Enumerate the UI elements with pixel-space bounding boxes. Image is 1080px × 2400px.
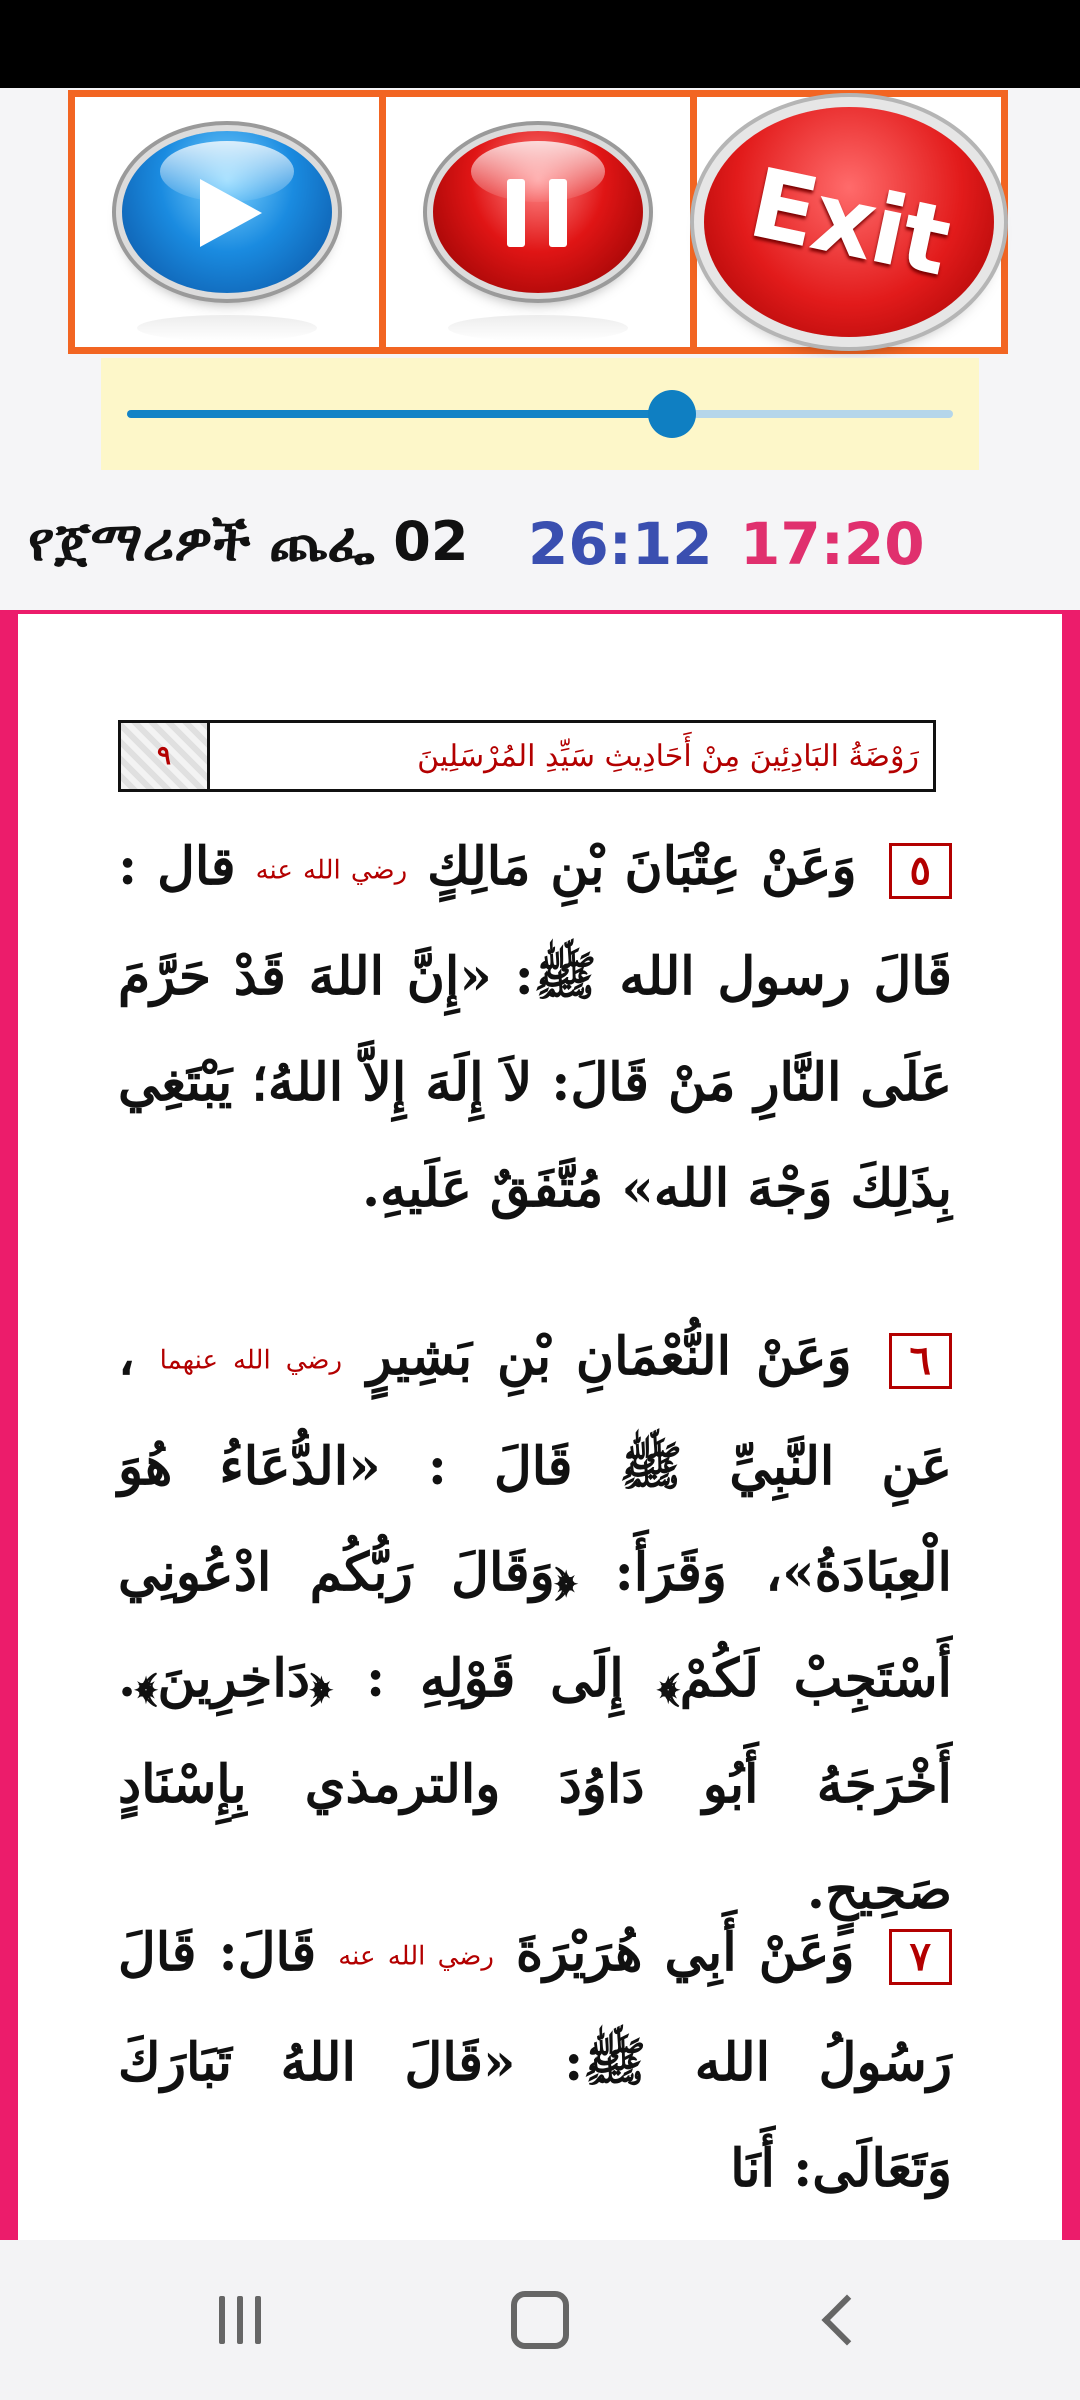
- system-nav-bar: [0, 2240, 1080, 2400]
- book-page: [18, 614, 1062, 2240]
- hadith-number: ٥: [889, 843, 952, 899]
- hadith-paragraph: [118, 1304, 952, 1944]
- play-button[interactable]: [75, 97, 379, 347]
- back-icon: [822, 2295, 873, 2346]
- page-header: [118, 720, 936, 792]
- total-time: 26:12: [528, 510, 713, 578]
- status-bar: [0, 0, 1080, 88]
- current-time: 17:20: [740, 510, 925, 578]
- back-button[interactable]: [740, 2240, 940, 2400]
- hadith-paragraph: [118, 814, 952, 1242]
- page-viewer[interactable]: [0, 610, 1080, 2240]
- hadith-number: ٧: [889, 1929, 952, 1985]
- seek-bar-fill: [127, 410, 672, 418]
- hadith-text: قَالَ: قَالَ رَسُولُ الله ﷺ: «قَالَ اللهُ تَبَارَكَ وَتَعَالَى: أَنَا: [118, 1922, 952, 2199]
- book-title: رَوْضَةُ البَادِئِينَ مِنْ أَحَادِيثِ سَيِّدِ المُرْسَلِينَ: [417, 738, 919, 774]
- seek-thumb[interactable]: [648, 390, 696, 438]
- pause-button[interactable]: [379, 97, 690, 347]
- hadith-text: قال : قَالَ رسول الله ﷺ: «إِنَّ اللهَ قَدْ حَرَّمَ عَلَى النَّارِ مَنْ قَالَ: لاَ إِلَهَ إِلاَّ اللهُ؛ يَبْتَغِي بِذَلِكَ وَجْهَ الله» مُتَّفَقٌ عَلَيهِ.: [118, 836, 952, 1219]
- hadith-text: ، عَنِ النَّبِيِّ ﷺ قَالَ : «الدُّعَاءُ هُوَ الْعِبَادَةُ»، وَقَرَأَ: ﴿وَقَالَ رَبُّكُم ادْعُونِي أَسْتَجِبْ لَكُمْ﴾ إِلَى قَوْلِهِ : ﴿دَاخِرِينَ﴾. أَخْرَجَهُ أَبُو دَاوُدَ والترمذي بِإِسْنَادٍ صَحِيحٍ.: [118, 1326, 952, 1921]
- recents-button[interactable]: [140, 2240, 340, 2400]
- honorific: رضي الله عنه: [338, 1941, 494, 1972]
- player-controls: [68, 90, 1008, 354]
- home-icon: [511, 2291, 569, 2349]
- hadith-intro: وَعَنْ النُّعْمَانِ بْنِ بَشِيرٍ: [366, 1326, 852, 1387]
- track-title: የጀማሪዎች ጨፌ 02: [28, 510, 469, 573]
- page-number: ٩: [157, 741, 171, 771]
- hadith-paragraph: [118, 1900, 952, 2222]
- hadith-intro: وَعَنْ عِتْبَانَ بْنِ مَالِكٍ: [427, 836, 857, 897]
- honorific: رضي الله عنه: [255, 855, 408, 886]
- honorific: رضي الله عنهما: [159, 1345, 343, 1376]
- play-icon: [122, 131, 332, 293]
- recents-icon: [219, 2296, 261, 2344]
- exit-icon: [704, 107, 994, 337]
- home-button[interactable]: [440, 2240, 640, 2400]
- exit-button[interactable]: [690, 97, 1001, 347]
- hadith-intro: وَعَنْ أَبِي هُرَيْرَةَ: [515, 1922, 855, 1983]
- pause-icon: [433, 131, 643, 293]
- page-number-box: [121, 723, 210, 789]
- seek-bar[interactable]: [127, 410, 953, 418]
- exit-label: Exit: [740, 146, 958, 298]
- hadith-number: ٦: [889, 1333, 952, 1389]
- track-info: [0, 500, 1080, 590]
- seek-panel: [101, 358, 979, 470]
